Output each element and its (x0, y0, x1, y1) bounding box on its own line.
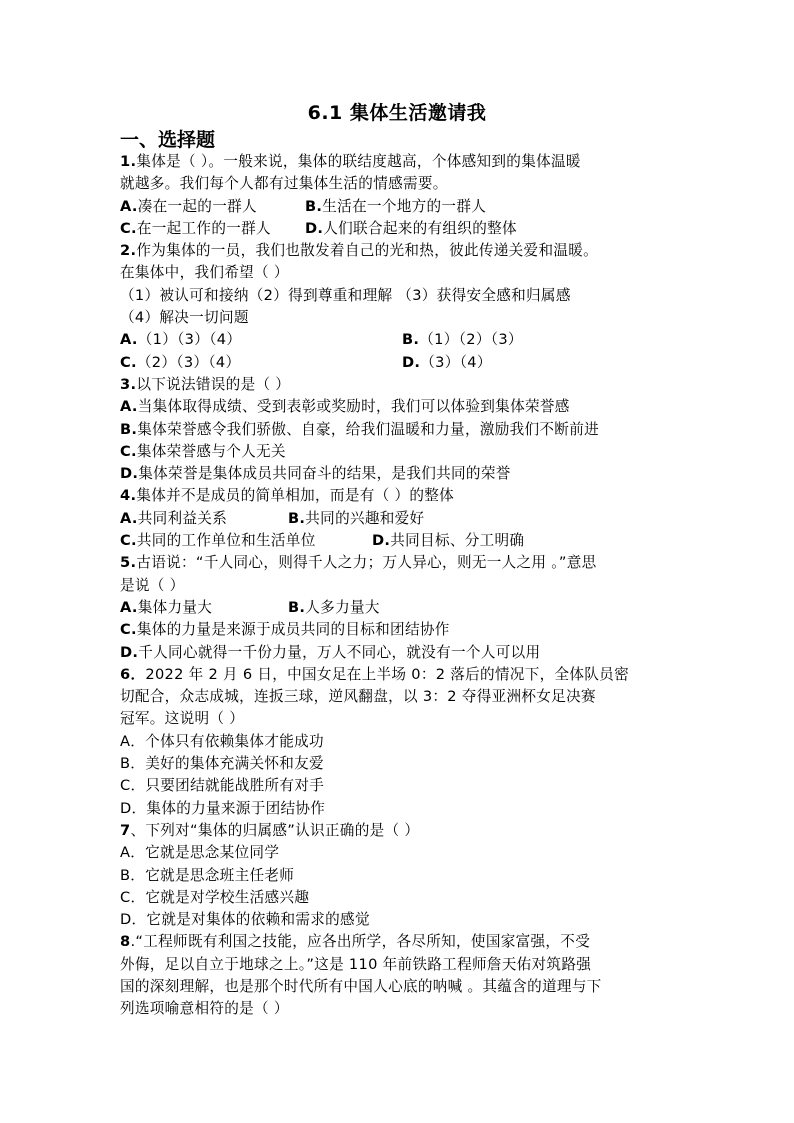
option-b: B．美好的集体充满关怀和友爱 (120, 755, 324, 773)
question-2-items-cont: （4）解决一切问题 (120, 309, 249, 327)
question-2-options-cd (120, 352, 680, 374)
option-b: B.生活在一个地方的一群人 (305, 197, 487, 215)
option-a: A.共同利益关系 (120, 509, 228, 527)
question-2-stem-cont: 在集体中，我们希望（ ） (120, 264, 289, 282)
option-d: D.（3）（4） (402, 353, 492, 371)
question-2-stem: 2.作为集体的一员，我们也散发着自己的光和热，彼此传递关爱和温暖。 (120, 242, 599, 260)
question-list (120, 151, 680, 1021)
option-a: A.（1）（3）（4） (120, 331, 242, 349)
section-heading: 一、选择题 (120, 129, 216, 151)
option-a: A.凑在一起的一群人 (120, 197, 257, 215)
option-a: A.集体力量大 (120, 598, 213, 616)
question-6-stem-cont2: 冠军。这说明（ ） (120, 710, 245, 728)
option-d: D.集体荣誉是集体成员共同奋斗的结果，是我们共同的荣誉 (120, 465, 511, 483)
option-c: C.在一起工作的一群人 (120, 219, 271, 237)
option-b: B.人多力量大 (288, 598, 380, 616)
question-8-stem: 8.“工程师既有利国之技能，应各出所学，各尽所知，使国家富强，不受 (120, 933, 591, 951)
option-c: C.（2）（3）（4） (120, 353, 241, 371)
option-c: C．只要团结就能战胜所有对手 (120, 777, 325, 795)
question-1-options-ab (120, 196, 680, 218)
question-6-stem: 6．2022 年 2 月 6 日，中国女足在上半场 0：2 落后的情况下，全体队员密 (120, 665, 629, 683)
question-4-options-ab (120, 508, 680, 530)
option-d: D．集体的力量来源于团结协作 (120, 799, 326, 817)
question-7-stem: 7、下列对“集体的归属感”认识正确的是（ ） (120, 821, 420, 839)
option-d: D.人们联合起来的有组织的整体 (305, 219, 517, 237)
question-8-stem-cont2: 国的深刻理解，也是那个时代所有中国人心底的呐喊 。其蕴含的道理与下 (120, 977, 602, 995)
option-b: B.（1）（2）（3） (402, 331, 523, 349)
option-c: C.集体的力量是来源于成员共同的目标和团结协作 (120, 621, 450, 639)
option-c: C.共同的工作单位和生活单位 (120, 532, 316, 550)
option-d: D.共同目标、分工明确 (372, 532, 525, 550)
question-6-stem-cont: 切配合，众志成城，连扳三球，逆风翻盘，以 3：2 夺得亚洲杯女足决赛 (120, 688, 596, 706)
page-title: 6.1 集体生活邀请我 (307, 102, 487, 124)
option-b: B.集体荣誉感令我们骄傲、自豪，给我们温暖和力量，激励我们不断前进 (120, 420, 599, 438)
option-b: B.共同的兴趣和爱好 (288, 509, 425, 527)
question-3-stem: 3.以下说法错误的是（ ） (120, 375, 291, 393)
option-d: D.千人同心就得一千份力量，万人不同心，就没有一个人可以用 (120, 643, 541, 661)
question-1-options-cd (120, 218, 680, 240)
question-4-stem: 4.集体并不是成员的简单相加，而是有（ ）的整体 (120, 487, 455, 505)
question-5-options-ab (120, 597, 680, 619)
option-c: C.集体荣誉感与个人无关 (120, 442, 286, 460)
question-8-stem-cont3: 列选项喻意相符的是（ ） (120, 1000, 289, 1018)
option-d: D．它就是对集体的依赖和需求的感觉 (120, 911, 370, 929)
option-a: A．个体只有依赖集体才能成功 (120, 732, 324, 750)
question-2-options-ab (120, 329, 680, 351)
option-b: B．它就是思念班主任老师 (120, 866, 295, 884)
question-5-stem-cont: 是说（ ） (120, 576, 185, 594)
option-c: C．它就是对学校生活感兴趣 (120, 888, 310, 906)
question-8-stem-cont: 外侮，足以自立于地球之上。”这是 110 年前铁路工程师詹天佑对筑路强 (120, 955, 592, 973)
option-a: A.当集体取得成绩、受到表彰或奖励时，我们可以体验到集体荣誉感 (120, 398, 570, 416)
option-a: A．它就是思念某位同学 (120, 844, 280, 862)
question-1-stem-cont: 就越多。我们每个人都有过集体生活的情感需要。 (120, 175, 448, 193)
question-4-options-cd (120, 530, 680, 552)
question-1-stem: 1.集体是（ ）。一般来说，集体的联结度越高，个体感知到的集体温暖 (120, 153, 581, 170)
question-2-items: （1）被认可和接纳（2）得到尊重和理解 （3）获得安全感和归属感 (120, 286, 571, 304)
question-5-stem: 5.古语说：“千人同心，则得千人之力；万人异心，则无一人之用 。”意思 (120, 554, 597, 572)
